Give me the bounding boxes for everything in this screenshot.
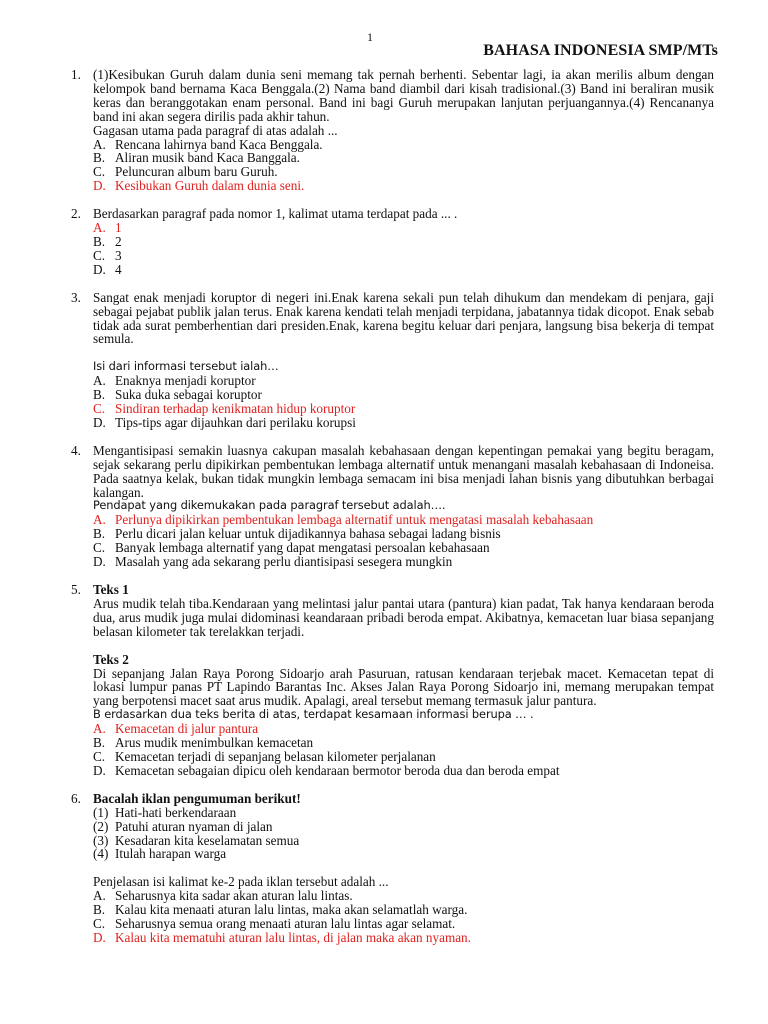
option-d	[93, 263, 714, 277]
option-letter: C.	[93, 401, 106, 417]
option-text: Kalau kita mematuhi aturan lalu lintas, di jalan maka akan nyaman.	[115, 929, 471, 945]
question-number: 2.	[71, 206, 81, 222]
option-letter: B.	[93, 735, 106, 751]
option-letter: C.	[93, 164, 106, 180]
question-5	[0, 583, 768, 778]
option-text: Kalau kita menaati aturan lalu lintas, maka akan selamatlah warga.	[115, 902, 468, 918]
spacer	[93, 346, 714, 360]
option-letter: A.	[93, 136, 106, 152]
option-text: 1	[115, 220, 122, 236]
option-c	[93, 750, 714, 764]
option-text: Suka duka sebagai koruptor	[115, 387, 262, 403]
option-text: Aliran musik band Kaca Banggala.	[115, 150, 300, 166]
option-b	[93, 736, 714, 750]
option-letter: A.	[93, 721, 106, 737]
option-c-correct	[93, 402, 714, 416]
teks-1-title: Teks 1	[93, 582, 129, 597]
option-text: 2	[115, 233, 122, 249]
option-letter: A.	[93, 373, 106, 389]
question-number: 3.	[71, 289, 81, 305]
option-b	[93, 527, 714, 541]
option-d-correct	[93, 179, 714, 193]
option-text: 3	[115, 247, 122, 263]
teks-2-title: Teks 2	[93, 651, 129, 667]
question-1	[0, 68, 768, 193]
option-letter: A.	[93, 220, 106, 236]
question-number: 1.	[71, 67, 81, 82]
option-letter: B.	[93, 150, 106, 166]
option-letter: D.	[93, 929, 106, 945]
question-number: 5.	[71, 582, 81, 597]
ad-line-text: Hati-hati berkendaraan	[115, 804, 237, 820]
option-a-correct	[93, 722, 714, 736]
option-text: Kemacetan sebagaian dipicu oleh kendaraan bermotor beroda dua dan beroda empat	[115, 762, 560, 778]
option-letter: D.	[93, 178, 106, 194]
page-number: 1	[367, 30, 373, 44]
document-title: BAHASA INDONESIA SMP/MTs	[483, 42, 718, 59]
option-letter: A.	[93, 888, 106, 904]
question-stem: Penjelasan isi kalimat ke-2 pada iklan tersebut adalah ...	[93, 874, 389, 890]
option-d	[93, 416, 714, 430]
option-a	[93, 374, 714, 388]
question-stem: Pendapat yang dikemukakan pada paragraf tersebut adalah….	[93, 498, 446, 513]
ad-line-number: (3)	[93, 832, 109, 848]
option-b	[93, 151, 714, 165]
ad-line-text: Itulah harapan warga	[115, 846, 227, 862]
question-number: 6.	[71, 790, 81, 806]
option-b	[93, 903, 714, 917]
ad-line-number: (2)	[93, 818, 109, 834]
spacer	[93, 639, 714, 653]
option-text: Kesibukan Guruh dalam dunia seni.	[115, 178, 305, 194]
question-list	[0, 68, 768, 959]
question-4	[0, 444, 768, 569]
option-letter: B.	[93, 526, 106, 542]
option-c	[93, 249, 714, 263]
option-text: Perlu dicari jalan keluar untuk dijadikannya bahasa sebagai ladang bisnis	[115, 526, 501, 542]
ad-line-2	[93, 820, 714, 834]
question-number: 4.	[71, 442, 81, 458]
question-passage: Mengantisipasi semakin luasnya cakupan masalah kebahasaan dengan kepentingan pemakai yang begitu beragam, sejak sekarang perlu dipikirkan pembentukan lembaga alternatif untuk menangani masalah kebahasaan di Indoneisa. Pada saatnya kelak, bukan tidak mungkin lembaga semacam ini bisa menjadi lahan bisnis yang dibutuhkan berbagai kalangan.	[93, 442, 714, 500]
option-text: Banyak lembaga alternatif yang dapat mengatasi persoalan kebahasaan	[115, 540, 490, 556]
question-stem: Isi dari informasi tersebut ialah…	[93, 359, 279, 374]
option-a-correct	[93, 221, 714, 235]
ad-line-3	[93, 834, 714, 848]
option-letter: B.	[93, 233, 106, 249]
option-text: 4	[115, 261, 122, 277]
option-letter: D.	[93, 414, 106, 430]
option-c	[93, 917, 714, 931]
option-b	[93, 235, 714, 249]
teks-2-passage: Di sepanjang Jalan Raya Porong Sidoarjo arah Pasuruan, ratusan kendaraan terjebak macet. Kemacetan tepat di lokasi lumpur panas PT Lapindo Barantas Inc. Akses Jalan Raya Porong Sidoarjo ini, memang merupakan tempat yang berpotensi macet saat arus mudik. Apalagi, areal tersebut memang termasuk jalur pantura.	[93, 665, 714, 709]
teks-1-passage: Arus mudik telah tiba.Kendaraan yang melintasi jalur pantai utara (pantura) kian padat, Tak hanya kendaraan beroda dua, arus mudik juga mulai didominasi keandaraan pribadi beroda empat. Akibatnya, kemacetan luar biasa sepanjang belasan kilometer tak terelakkan terjadi.	[93, 595, 714, 639]
option-b	[93, 388, 714, 402]
option-letter: D.	[93, 261, 106, 277]
question-2	[0, 207, 768, 277]
option-text: Kemacetan terjadi di sepanjang belasan kilometer perjalanan	[115, 748, 436, 764]
option-d	[93, 555, 714, 569]
option-text: Perlunya dipikirkan pembentukan lembaga alternatif untuk mengatasi masalah kebahasaan	[115, 512, 594, 528]
option-text: Seharusnya kita sadar akan aturan lalu lintas.	[115, 888, 353, 904]
option-letter: C.	[93, 916, 106, 932]
option-letter: C.	[93, 247, 106, 263]
question-passage: (1)Kesibukan Guruh dalam dunia seni memang tak pernah berhenti. Sebentar lagi, ia akan merilis album dengan kelompok band bernama Kaca Benggala.(2) Nama band diambil dari kisah tradisional.(3) Band ini beraliran musik keras dan beranggotakan enam personal. Band ini bagi Guruh merupakan lanjutan perjuangannya.(4) Rencananya band ini akan segera dirilis pada akhir tahun.	[93, 67, 714, 124]
question-stem: Berdasarkan paragraf pada nomor 1, kalimat utama terdapat pada ... .	[93, 206, 458, 222]
option-letter: C.	[93, 540, 106, 556]
option-letter: B.	[93, 902, 106, 918]
ad-line-4	[93, 847, 714, 861]
option-d-correct	[93, 931, 714, 945]
spacer	[93, 861, 714, 875]
question-passage: Sangat enak menjadi koruptor di negeri ini.Enak karena sekali pun telah dihukum dan mendekam di penjara, gaji sebagai pejabat publik jalan terus. Enak karena kendati telah menjadi terpidana, jabatannya tidak dicopot. Enak sebab tidak ada surat pemberhentian dari presiden.Enak, karena begitu keluar dari penjara, langsung bisa bekerja di tempat semula.	[93, 289, 714, 347]
option-a	[93, 138, 714, 152]
option-text: Seharusnya semua orang menaati aturan lalu lintas agar selamat.	[115, 916, 456, 932]
option-text: Enaknya menjadi koruptor	[115, 373, 256, 389]
option-letter: B.	[93, 387, 106, 403]
question-stem: Gagasan utama pada paragraf di atas adalah ...	[93, 122, 338, 138]
ad-line-number: (4)	[93, 846, 109, 862]
option-letter: D.	[93, 554, 106, 570]
ad-title: Bacalah iklan pengumuman berikut!	[93, 790, 301, 806]
option-text: Arus mudik menimbulkan kemacetan	[115, 735, 314, 751]
option-text: Kemacetan di jalur pantura	[115, 721, 259, 737]
ad-line-text: Patuhi aturan nyaman di jalan	[115, 818, 273, 834]
ad-line-1	[93, 806, 714, 820]
option-d	[93, 764, 714, 778]
question-6	[0, 792, 768, 945]
option-letter: A.	[93, 512, 106, 528]
option-c	[93, 541, 714, 555]
question-stem: B erdasarkan dua teks berita di atas, terdapat kesamaan informasi berupa … .	[93, 707, 534, 722]
option-letter: C.	[93, 748, 106, 764]
question-3	[0, 291, 768, 430]
option-text: Sindiran terhadap kenikmatan hidup koruptor	[115, 401, 356, 417]
option-letter: D.	[93, 762, 106, 778]
option-text: Peluncuran album baru Guruh.	[115, 164, 278, 180]
option-a	[93, 889, 714, 903]
option-c	[93, 165, 714, 179]
ad-line-text: Kesadaran kita keselamatan semua	[115, 832, 300, 848]
option-text: Masalah yang ada sekarang perlu diantisipasi sesegera mungkin	[115, 554, 453, 570]
option-a-correct	[93, 513, 714, 527]
option-text: Tips-tips agar dijauhkan dari perilaku korupsi	[115, 414, 356, 430]
option-text: Rencana lahirnya band Kaca Benggala.	[115, 136, 323, 152]
ad-line-number: (1)	[93, 804, 109, 820]
